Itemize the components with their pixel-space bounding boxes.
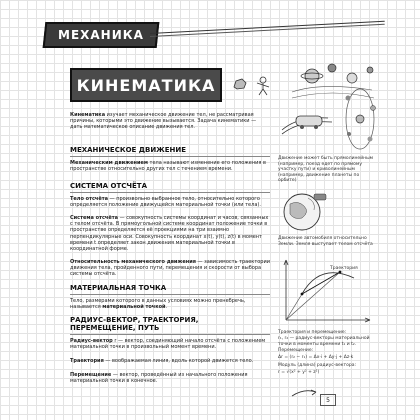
heading-rule <box>70 334 270 335</box>
earth-illustration <box>280 190 330 234</box>
intro-paragraph <box>70 112 270 131</box>
radius-vector-paragraph <box>70 338 270 350</box>
heading-rule <box>70 192 270 193</box>
modulus-label: Модуль (длина) радиус-вектора: <box>278 363 356 368</box>
reference-body-paragraph <box>70 196 270 208</box>
radius-vector-term: Радиус-вектор <box>70 338 113 344</box>
heading-reference: СИСТЕМА ОТСЧЁТА <box>70 182 148 190</box>
trajectory-term: Траектория <box>70 358 104 364</box>
relativity-term: Относительность механического движения <box>70 259 196 265</box>
displacement-term: Перемещение <box>70 372 112 378</box>
relativity-paragraph <box>70 259 270 278</box>
intro-text: изучает механическое движение тел, не рассматривая причины, которыми это движение вызывается. Задача кинематики — дать математическое описание движения тел. <box>70 112 257 131</box>
reference-body-term: Тело отсчёта <box>70 196 109 202</box>
intro-term: Кинематика <box>70 112 106 118</box>
reference-system-text: — совокупность системы координат и часов, связанных с телом отсчёта. В прямоугольной системе координат положение точки в пространстве определяется её проекциями на три взаимно перпендикулярные оси. Совокупность координат x(t), y(t), z(t) в момент времени t определяет закон движения материальной точки в координатной форме. <box>70 215 269 253</box>
trajectory-label: Траектория <box>330 266 358 271</box>
material-point-text-a: Тело, размерами которого в данных условиях можно пренебречь, называется <box>70 298 246 311</box>
heading-mech-motion: МЕХАНИЧЕСКОЕ ДВИЖЕНИЕ <box>70 146 187 154</box>
train-caption: Движение может быть прямолинейным (например, поезд едет по прямому участку пути) и криволинейным (например, движение планеты по орбите) <box>278 156 374 183</box>
mech-motion-paragraph <box>70 160 270 172</box>
heading-rule <box>70 156 270 157</box>
mech-motion-term: Механическим движением <box>70 160 148 166</box>
displacement-label: Перемещение: <box>278 348 314 353</box>
material-point-text-b: . <box>165 304 168 311</box>
earth-caption: Движение автомобиля относительно Земли. Земля выступает телом отсчёта <box>278 236 373 247</box>
banner-rule <box>150 21 385 34</box>
heading-vector-2: ПЕРЕМЕЩЕНИЕ, ПУТЬ <box>70 324 160 332</box>
train-illustration <box>278 110 338 138</box>
material-point-term: материальной точкой <box>102 304 166 311</box>
arrow-doodle-icon <box>290 386 320 400</box>
trajectory-paragraph <box>70 358 270 364</box>
displacement-text: — вектор, проведённый из начального положения материальной точки в конечное. <box>70 372 248 385</box>
relativity-text: — зависимость траектории движения тела, пройденного пути, перемещения и скорости от выбора системы отсчёта. <box>70 259 270 278</box>
diagram-note: Траектория и перемещение: <box>278 330 347 335</box>
mech-motion-text: тела называют изменение его положения в пространстве относительно других тел с течением времени. <box>70 160 266 173</box>
chapter-title: КИНЕМАТИКА <box>70 68 222 102</box>
rock-doodle-icon <box>232 78 248 90</box>
heading-vector-1: РАДИУС-ВЕКТОР, ТРАЕКТОРИЯ, <box>70 316 199 324</box>
formula-modulus: r = √(x² + y² + z²) <box>278 370 320 375</box>
trajectory-text: — воображаемая линия, вдоль которой движется тело. <box>103 358 254 364</box>
orbit-illustration <box>340 84 380 154</box>
reference-system-paragraph <box>70 215 270 252</box>
formula-displacement: Δr = (r₂ − r₁) = Δx·i + Δy·j + Δz·k <box>278 355 354 360</box>
displacement-paragraph <box>70 372 270 384</box>
heading-material-point: МАТЕРИАЛЬНАЯ ТОЧКА <box>70 284 167 292</box>
stick-figure-icon <box>252 76 274 96</box>
page-number: 5 <box>320 394 336 406</box>
reference-body-text: — произвольно выбранное тело, относительно которого определяется положение движущейся материальной точки (или тела). <box>70 196 261 209</box>
material-point-paragraph <box>70 298 270 310</box>
heading-rule <box>70 294 270 295</box>
section-banner-label: МЕХАНИКА <box>58 28 144 42</box>
radius-vector-text: r — вектор, соединяющий начало отсчёта с положением материальной точки в произвольный момент времени. <box>70 338 266 351</box>
section-banner <box>43 22 160 48</box>
reference-system-term: Система отсчёта <box>70 215 119 221</box>
diagram-text: r₁, r₂ — радиус-векторы материальной точки в моменты времени t₁ и t₂. <box>278 336 370 347</box>
